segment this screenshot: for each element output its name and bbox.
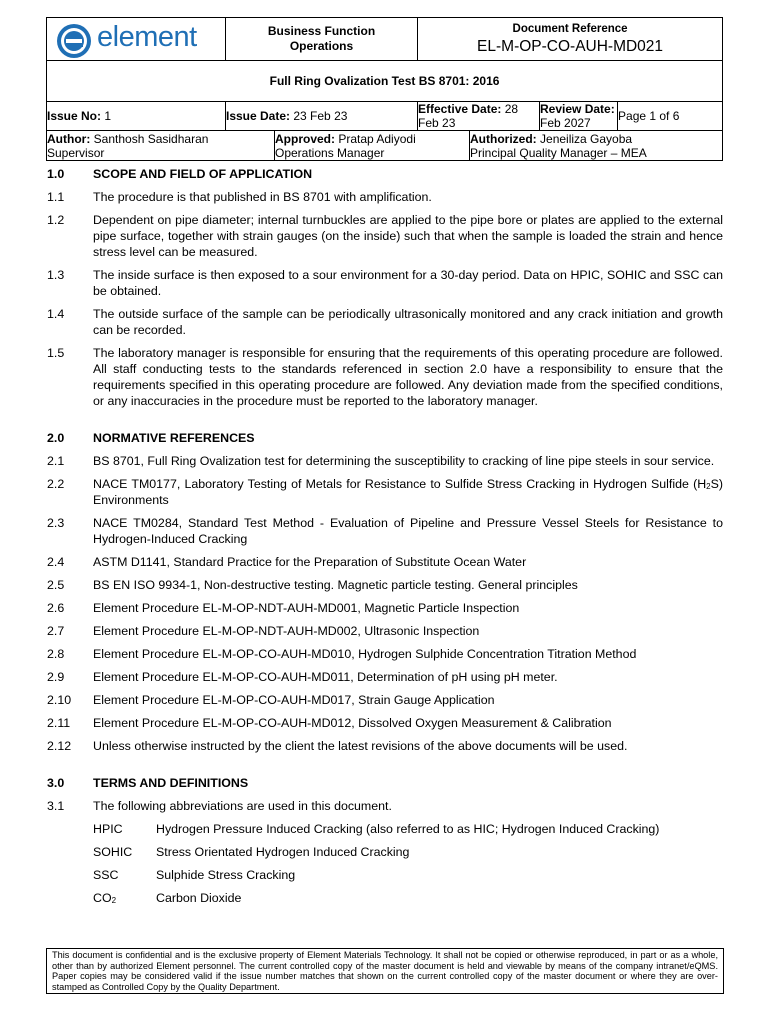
section-heading <box>47 430 723 446</box>
abbreviation-definition: Sulphide Stress Cracking <box>156 868 296 882</box>
document-body <box>47 166 723 913</box>
section-title: NORMATIVE REFERENCES <box>93 431 255 445</box>
clause <box>47 345 723 409</box>
subscript: 2 <box>111 896 117 905</box>
abbreviation-row <box>47 821 723 837</box>
clause-text: Element Procedure EL-M-OP-CO-AUH-MD017, Strain Gauge Application <box>93 693 495 707</box>
clause-text: NACE TM0284, Standard Test Method - Evaluation of Pipeline and Pressure Vessel Steels for Resistance to Hydrogen-Induced Cracking <box>93 516 723 546</box>
clause <box>47 798 723 814</box>
section-number: 1.0 <box>47 167 65 181</box>
abbreviation-row <box>47 844 723 860</box>
clause <box>47 212 723 260</box>
business-function <box>226 18 418 61</box>
issue-no-value: 1 <box>104 109 112 123</box>
approved-name: Pratap Adiyodi <box>338 131 416 146</box>
section-number: 2.0 <box>47 431 65 445</box>
review-date-value: Feb 2027 <box>540 116 591 130</box>
document-reference <box>418 18 723 61</box>
abbreviation-definition: Carbon Dioxide <box>156 891 242 905</box>
clause-text: The laboratory manager is responsible for ensuring that the requirements of this operating procedure are followed. All staff conducting tests to the standards referenced in section 2.0 have a responsibility to ensure that the requirements specified in this operating procedure are followed. Any deviation made from the specified conditions, or any inaccuracies in the procedure must be reported to the laboratory manager. <box>93 346 723 408</box>
issue-date <box>226 102 418 131</box>
abbreviation <box>93 890 116 906</box>
issue-no <box>47 102 226 131</box>
confidentiality-footer: This document is confidential and is the exclusive property of Element Materials Technology. It shall not be copied or otherwise reproduced, in part or as a whole, other than by authorized Element personnel. The current controlled copy of the master document is held and viewable by means of the company intranet/eQMS. Paper copies may be considered valid if the issue number matches that shown on the current controlled copy of the master document or where they are over-stamped as Controlled Copy by the Quality Department. <box>46 948 724 994</box>
abbreviation-row <box>47 890 723 906</box>
section-title: TERMS AND DEFINITIONS <box>93 776 249 790</box>
clause <box>47 715 723 731</box>
section-heading <box>47 166 723 182</box>
clause <box>47 267 723 299</box>
clause-text-part: S) Environments <box>93 477 723 507</box>
document-header <box>46 17 723 161</box>
clause <box>47 600 723 616</box>
subscript: 2 <box>706 482 711 491</box>
clause-number: 1.4 <box>47 307 65 321</box>
clause-number: 2.12 <box>47 739 72 753</box>
abbreviation-part: CO <box>93 891 112 905</box>
author-name: Santhosh Sasidharan <box>93 131 209 146</box>
clause-text: Dependent on pipe diameter; internal turnbuckles are applied to the pipe bore or plates are applied to the external pipe surface, together with strain gauges (on the inside) such that when the sample is loaded the strain and hence stress level can be measured. <box>93 213 723 259</box>
clause-number: 2.10 <box>47 693 72 707</box>
section-title: SCOPE AND FIELD OF APPLICATION <box>93 167 313 181</box>
clause-text: The procedure is that published in BS 8701 with amplification. <box>93 190 432 204</box>
clause-text: Element Procedure EL-M-OP-CO-AUH-MD011, Determination of pH using pH meter. <box>93 670 558 684</box>
approved <box>275 131 470 161</box>
clause-text <box>93 477 723 507</box>
abbreviation: HPIC <box>93 822 123 836</box>
author <box>47 131 275 161</box>
issue-date-label: Issue Date: <box>226 109 291 123</box>
clause <box>47 692 723 708</box>
clause <box>47 554 723 570</box>
clause-number: 2.2 <box>47 477 65 491</box>
clause <box>47 738 723 754</box>
author-label: Author: <box>47 131 91 146</box>
clause-number: 1.3 <box>47 268 65 282</box>
clause-text: Unless otherwise instructed by the client the latest revisions of the above documents will be used. <box>93 739 628 753</box>
clause-text: The inside surface is then exposed to a sour environment for a 30-day period. Data on HPIC, SOHIC and SSC can be obtained. <box>93 268 723 298</box>
clause-number: 1.2 <box>47 213 65 227</box>
effective-date-value: 28 Feb 23 <box>418 102 519 130</box>
clause-number: 2.1 <box>47 454 65 468</box>
clause <box>47 646 723 662</box>
clause <box>47 189 723 205</box>
clause-number: 2.4 <box>47 555 65 569</box>
clause <box>47 515 723 547</box>
abbreviation: SOHIC <box>93 845 133 859</box>
abbreviation-definition: Hydrogen Pressure Induced Cracking (also referred to as HIC; Hydrogen Induced Cracking) <box>156 822 660 836</box>
clause-number: 1.5 <box>47 346 65 360</box>
effective-date-label: Effective Date: <box>418 102 502 116</box>
section-number: 3.0 <box>47 776 65 790</box>
clause <box>47 577 723 593</box>
document-title: Full Ring Ovalization Test BS 8701: 2016 <box>47 61 723 102</box>
authorized-role: Principal Quality Manager – MEA <box>470 145 647 160</box>
clause-number: 3.1 <box>47 799 65 813</box>
clause <box>47 623 723 639</box>
clause-text: Element Procedure EL-M-OP-NDT-AUH-MD001, Magnetic Particle Inspection <box>93 601 520 615</box>
clause-text: Element Procedure EL-M-OP-NDT-AUH-MD002, Ultrasonic Inspection <box>93 624 480 638</box>
approved-label: Approved: <box>275 131 335 146</box>
clause-text: BS EN ISO 9934-1, Non-destructive testing. Magnetic particle testing. General principles <box>93 578 578 592</box>
clause-number: 2.6 <box>47 601 65 615</box>
page-number: Page 1 of 6 <box>618 102 723 131</box>
element-logo-icon <box>55 22 93 60</box>
clause-text: The following abbreviations are used in this document. <box>93 799 392 813</box>
issue-no-label: Issue No: <box>47 109 102 123</box>
abbreviation-row <box>47 867 723 883</box>
logo <box>47 18 226 61</box>
doc-ref-label: Document Reference <box>512 22 628 35</box>
abbreviation: SSC <box>93 868 119 882</box>
clause-number: 2.5 <box>47 578 65 592</box>
review-date <box>540 102 618 131</box>
authorized-name: Jeneiliza Gayoba <box>540 131 633 146</box>
abbreviation-definition: Stress Orientated Hydrogen Induced Cracking <box>156 845 410 859</box>
approved-role: Operations Manager <box>275 145 385 160</box>
clause-text: ASTM D1141, Standard Practice for the Preparation of Substitute Ocean Water <box>93 555 527 569</box>
clause-number: 2.8 <box>47 647 65 661</box>
clause-text-part: NACE TM0177, Laboratory Testing of Metals for Resistance to Sulfide Stress Cracking in Hydrogen Sulfide (H <box>93 477 707 491</box>
effective-date <box>418 102 540 131</box>
issue-date-value: 23 Feb 23 <box>293 109 348 123</box>
clause-text: Element Procedure EL-M-OP-CO-AUH-MD012, Dissolved Oxygen Measurement & Calibration <box>93 716 612 730</box>
clause-number: 2.7 <box>47 624 65 638</box>
author-role: Supervisor <box>47 145 105 160</box>
clause-text: The outside surface of the sample can be periodically ultrasonically monitored and any crack initiation and growth can be recorded. <box>93 307 723 337</box>
section-heading <box>47 775 723 791</box>
logo-text: element <box>97 21 197 53</box>
review-date-label: Review Date: <box>540 102 615 116</box>
authorized <box>470 131 723 161</box>
clause-number: 2.9 <box>47 670 65 684</box>
clause-text: BS 8701, Full Ring Ovalization test for determining the susceptibility to cracking of line pipe steels in sour service. <box>93 454 715 468</box>
clause <box>47 306 723 338</box>
doc-ref-value: EL-M-OP-CO-AUH-MD021 <box>477 37 664 55</box>
clause-number: 1.1 <box>47 190 65 204</box>
business-function-label: Business Function <box>267 24 376 38</box>
clause-text: Element Procedure EL-M-OP-CO-AUH-MD010, Hydrogen Sulphide Concentration Titration Method <box>93 647 637 661</box>
clause-number: 2.11 <box>47 716 71 730</box>
clause <box>47 669 723 685</box>
clause <box>47 453 723 469</box>
clause <box>47 476 723 508</box>
clause-number: 2.3 <box>47 516 65 530</box>
business-function-value: Operations <box>289 39 354 53</box>
authorized-label: Authorized: <box>470 131 537 146</box>
